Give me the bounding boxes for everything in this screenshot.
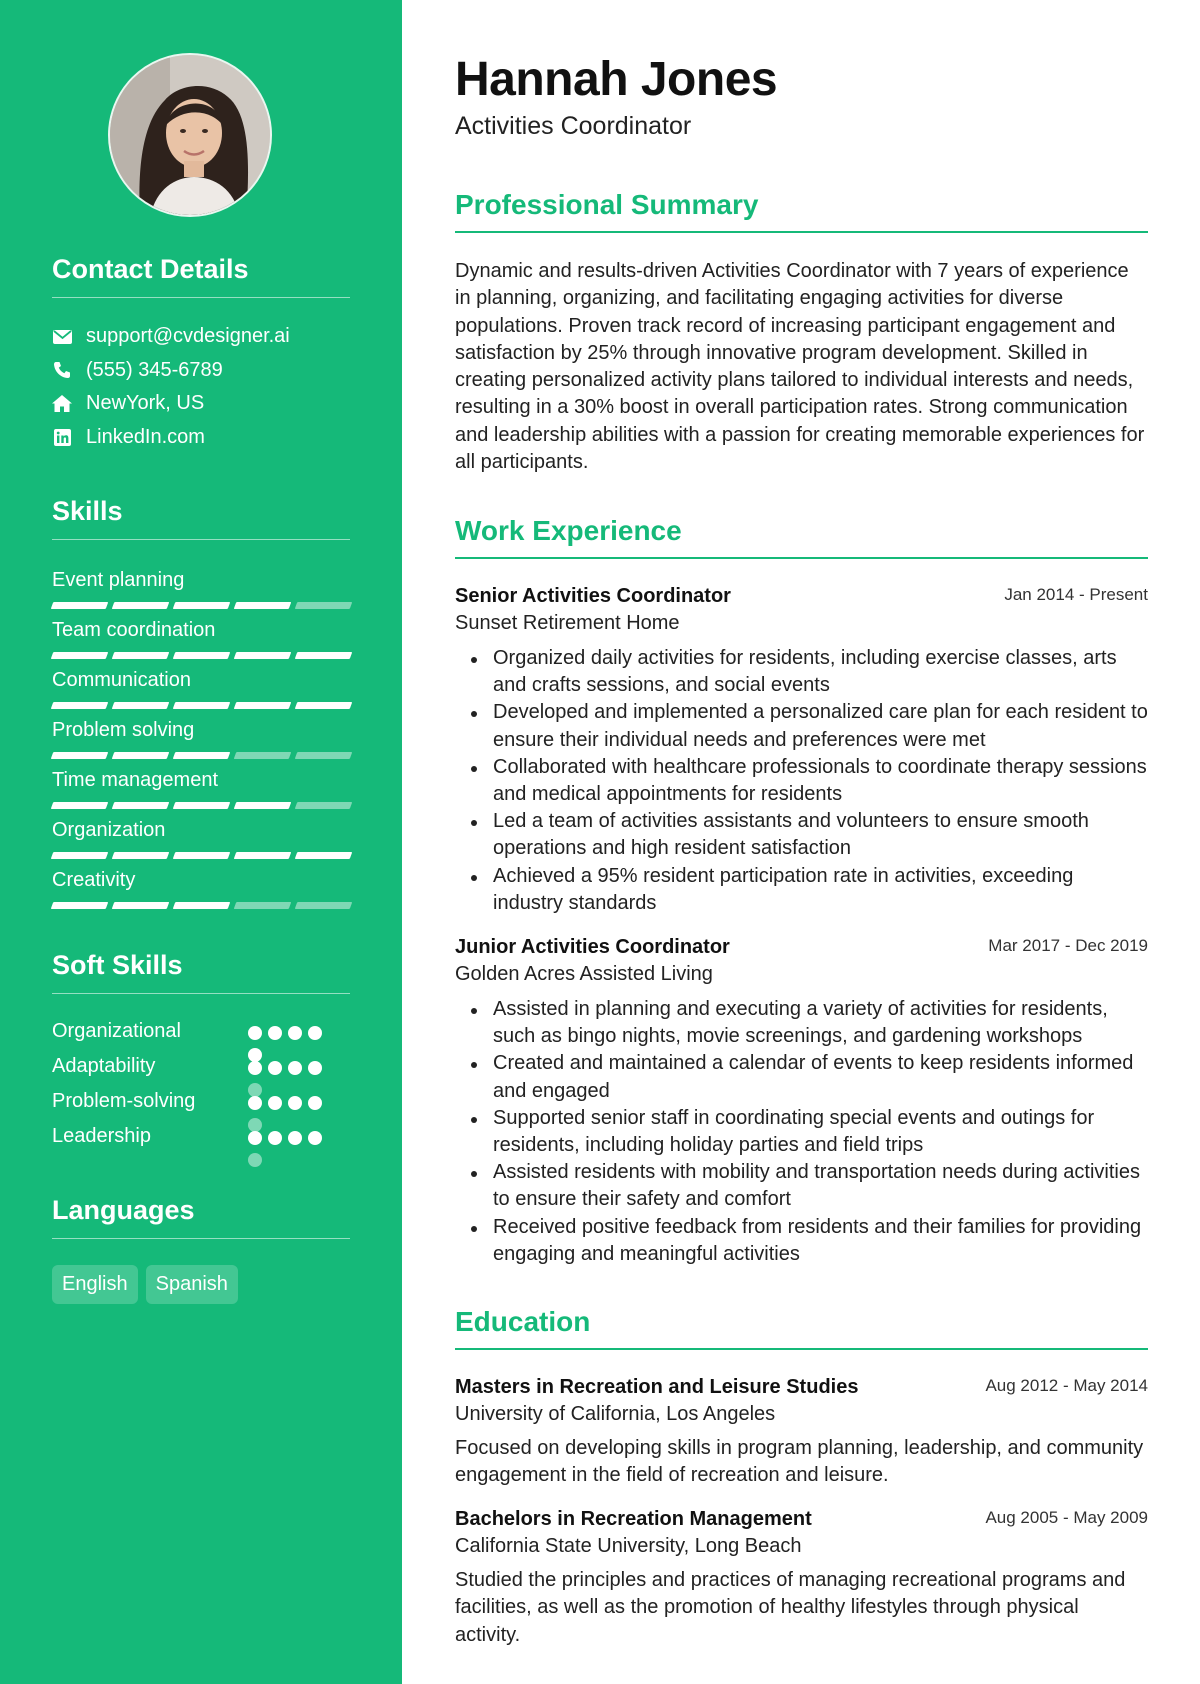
education-description: Studied the principles and practices of managing recreational programs and facilities, as well as the promotion of healthy lifestyles through physical activity.	[455, 1569, 1126, 1646]
soft-skill-name: Leadership	[52, 1125, 151, 1147]
education-entry	[455, 1374, 1148, 1490]
contact-email[interactable]	[52, 320, 350, 354]
skill-level-bar	[52, 602, 351, 609]
contact-email-text: support@cvdesigner.ai	[86, 325, 290, 348]
rating-dot	[248, 1153, 262, 1167]
envelope-icon	[52, 327, 72, 347]
soft-skill-item	[52, 1020, 350, 1055]
contact-phone-text: (555) 345-6789	[86, 358, 223, 381]
skill-name: Team coordination	[52, 619, 216, 641]
contact-linkedin[interactable]	[52, 421, 350, 455]
skills-list	[52, 568, 350, 918]
rating-dot	[308, 1026, 322, 1040]
soft-skills-section	[52, 950, 350, 1160]
skill-item	[52, 768, 350, 818]
soft-skill-item	[52, 1090, 350, 1125]
degree-title: Bachelors in Recreation Management	[455, 1508, 812, 1530]
education-description: Focused on developing skills in program planning, leadership, and community engagement in the field of recreation and leisure.	[455, 1437, 1144, 1487]
school-name: California State University, Long Beach	[455, 1535, 802, 1557]
language-chip: English	[52, 1265, 138, 1304]
job-bullet: Achieved a 95% resident participation rate in activities, exceeding industry standards	[455, 863, 1148, 917]
skill-level-segment	[51, 852, 109, 859]
skill-level-segment	[173, 852, 231, 859]
skill-level-segment	[295, 702, 353, 709]
avatar	[108, 53, 272, 217]
rating-dot	[248, 1096, 262, 1110]
skill-level-segment	[173, 752, 231, 759]
rating-dot	[308, 1096, 322, 1110]
job-bullet: Supported senior staff in coordinating special events and outings for residents, including holiday parties and field trips	[455, 1105, 1148, 1159]
skill-level-segment	[51, 652, 109, 659]
skill-item	[52, 718, 350, 768]
rating-dot	[288, 1026, 302, 1040]
skill-level-segment	[112, 702, 170, 709]
job-bullet: Collaborated with healthcare professionals to coordinate therapy sessions and medical appointments for residents	[455, 754, 1148, 808]
skill-level-segment	[234, 602, 292, 609]
skill-level-segment	[51, 602, 109, 609]
skill-name: Event planning	[52, 569, 185, 591]
skill-level-bar	[52, 902, 351, 909]
rating-dot	[308, 1131, 322, 1145]
job-bullets	[455, 645, 1148, 917]
education-heading: Education	[455, 1306, 1148, 1350]
job-bullet: Assisted in planning and executing a variety of activities for residents, such as bingo nights, movie screenings, and gardening workshops	[455, 996, 1148, 1050]
rating-dot	[288, 1096, 302, 1110]
soft-skills-heading: Soft Skills	[52, 950, 350, 994]
skill-level-segment	[234, 802, 292, 809]
skill-name: Creativity	[52, 869, 136, 891]
skill-level-segment	[112, 652, 170, 659]
rating-dot	[248, 1061, 262, 1075]
skill-level-segment	[51, 702, 109, 709]
skill-level-segment	[51, 802, 109, 809]
skill-level-segment	[295, 752, 353, 759]
job-bullets	[455, 996, 1148, 1268]
skill-level-segment	[112, 752, 170, 759]
education-entry	[455, 1506, 1148, 1649]
soft-skill-name: Adaptability	[52, 1055, 156, 1077]
skill-level-segment	[51, 752, 109, 759]
skill-level-bar	[52, 802, 351, 809]
rating-dot	[268, 1026, 282, 1040]
rating-dot	[288, 1131, 302, 1145]
skill-level-segment	[234, 652, 292, 659]
rating-dot	[308, 1061, 322, 1075]
skill-level-segment	[173, 702, 231, 709]
skill-level-segment	[234, 752, 292, 759]
skill-level-segment	[173, 602, 231, 609]
rating-dot	[268, 1061, 282, 1075]
skill-level-segment	[295, 902, 353, 909]
skill-name: Time management	[52, 769, 218, 791]
contact-location-text: NewYork, US	[86, 392, 205, 415]
soft-skill-item	[52, 1125, 350, 1160]
skill-level-segment	[234, 902, 292, 909]
skill-level-segment	[295, 652, 353, 659]
skill-level-segment	[112, 602, 170, 609]
job-dates: Mar 2017 - Dec 2019	[988, 936, 1148, 955]
skills-heading: Skills	[52, 496, 350, 540]
school-name: University of California, Los Angeles	[455, 1403, 776, 1425]
skill-level-segment	[234, 702, 292, 709]
experience-heading: Work Experience	[455, 515, 1148, 559]
rating-dot	[248, 1131, 262, 1145]
candidate-title: Activities Coordinator	[455, 112, 692, 140]
degree-title: Masters in Recreation and Leisure Studies	[455, 1376, 859, 1398]
skill-item	[52, 568, 350, 618]
skill-level-segment	[173, 802, 231, 809]
language-chip: Spanish	[146, 1265, 238, 1304]
soft-skills-list	[52, 1020, 350, 1160]
skill-level-bar	[52, 752, 351, 759]
soft-skill-name: Problem-solving	[52, 1090, 196, 1112]
contact-linkedin-text: LinkedIn.com	[86, 425, 205, 448]
job-bullet: Received positive feedback from residents and their families for providing engaging and meaningful activities	[455, 1214, 1148, 1268]
languages-section	[52, 1195, 350, 1304]
skill-level-segment	[295, 852, 353, 859]
job-bullet: Created and maintained a calendar of events to keep residents informed and engaged	[455, 1050, 1148, 1104]
phone-icon	[52, 360, 72, 380]
job-bullet: Developed and implemented a personalized care plan for each resident to ensure their individual needs and preferences were met	[455, 699, 1148, 753]
soft-skill-name: Organizational	[52, 1020, 181, 1042]
skill-item	[52, 618, 350, 668]
skill-level-segment	[112, 902, 170, 909]
contact-location	[52, 387, 350, 421]
contact-heading: Contact Details	[52, 254, 350, 298]
rating-dot	[268, 1096, 282, 1110]
rating-dot	[268, 1131, 282, 1145]
sidebar	[0, 0, 402, 1684]
languages-list	[52, 1265, 350, 1304]
job-bullet: Led a team of activities assistants and volunteers to ensure smooth operations and high resident satisfaction	[455, 808, 1148, 862]
job-entry	[455, 583, 1148, 917]
skill-level-segment	[295, 602, 353, 609]
skill-level-segment	[295, 802, 353, 809]
skill-level-segment	[173, 902, 231, 909]
summary-heading: Professional Summary	[455, 189, 1148, 233]
skills-section	[52, 496, 350, 918]
job-title: Senior Activities Coordinator	[455, 585, 731, 607]
summary-text: Dynamic and results-driven Activities Coordinator with 7 years of experience in planning, organizing, and facilitating engaging activities for diverse populations. Proven track record of increasing participant engagement and satisfaction by 25% through innovative program development. Skilled in creating personalized activity plans tailored to individual interests and needs, resulting in a 30% boost in overall participation rates. Strong communication and leadership abilities with a passion for creating memorable experiences for all participants.	[455, 260, 1145, 474]
job-dates: Jan 2014 - Present	[1004, 585, 1148, 604]
portrait-photo	[110, 55, 272, 217]
linkedin-icon	[52, 427, 72, 447]
job-bullet: Organized daily activities for residents, including exercise classes, arts and crafts sessions, and social events	[455, 645, 1148, 699]
skill-level-bar	[52, 702, 351, 709]
skill-level-segment	[173, 652, 231, 659]
candidate-name: Hannah Jones	[455, 53, 778, 106]
skill-level-bar	[52, 652, 351, 659]
skill-name: Problem solving	[52, 719, 195, 741]
rating-dot	[288, 1061, 302, 1075]
contact-phone[interactable]	[52, 354, 350, 388]
skill-level-segment	[234, 852, 292, 859]
contact-section	[52, 254, 350, 454]
skill-item	[52, 818, 350, 868]
job-org: Sunset Retirement Home	[455, 612, 680, 634]
education-dates: Aug 2012 - May 2014	[985, 1376, 1148, 1395]
skill-level-segment	[51, 902, 109, 909]
job-entry	[455, 934, 1148, 1268]
soft-skill-item	[52, 1055, 350, 1090]
skill-level-segment	[112, 852, 170, 859]
skill-level-bar	[52, 852, 351, 859]
job-org: Golden Acres Assisted Living	[455, 963, 713, 985]
education-dates: Aug 2005 - May 2009	[985, 1508, 1148, 1527]
job-title: Junior Activities Coordinator	[455, 936, 730, 958]
languages-heading: Languages	[52, 1195, 350, 1239]
skill-item	[52, 868, 350, 918]
job-bullet: Assisted residents with mobility and transportation needs during activities to ensure their safety and comfort	[455, 1159, 1148, 1213]
skill-item	[52, 668, 350, 718]
skill-name: Organization	[52, 819, 166, 841]
skill-level-segment	[112, 802, 170, 809]
rating-dot	[248, 1026, 262, 1040]
skill-name: Communication	[52, 669, 191, 691]
home-icon	[52, 394, 72, 414]
